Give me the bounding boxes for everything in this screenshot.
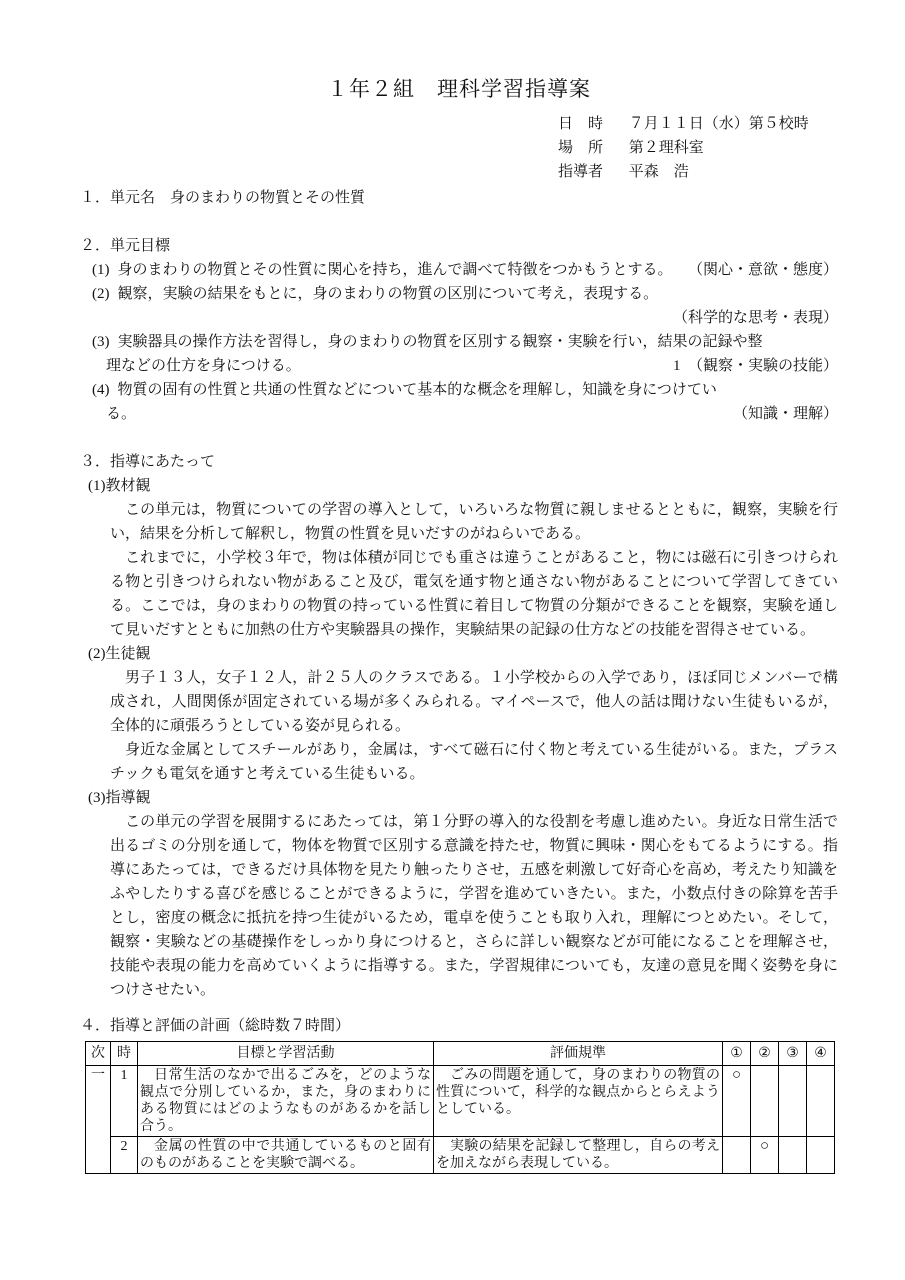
- header-eval: 評価規準: [434, 1042, 723, 1066]
- cell-goal-1: 日常生活のなかで出るごみを，どのような観点で分別しているか，また，身のまわりにある物質にはどのようなものがあるかを話し合う。: [138, 1066, 434, 1137]
- goal-1-eval-label: （関心・意欲・態度）: [687, 262, 838, 278]
- cell-eval-1: ごみの問題を通して，身のまわりの物質の性質について，科学的な観点からとらえようとしている。: [434, 1066, 723, 1137]
- meta-instructor: [558, 160, 838, 184]
- cell-ji-1: 1: [111, 1066, 138, 1137]
- section3-heading: ３．指導にあたって: [80, 454, 216, 470]
- students-paragraph-2: 身近な金属としてスチールがあり，金属は，すべて磁石に付く物と考えている生徒がいる。また，プラスチックも電気を通すと考えている生徒もいる。: [110, 742, 838, 782]
- goal-2-number: (2): [92, 286, 110, 302]
- subsection-instruction-heading: (3)指導観: [88, 790, 151, 806]
- subsection-students-heading: (2)生徒観: [88, 646, 151, 662]
- cell-goal-2: 金属の性質の中で共通しているものと固有のものがあることを実験で調べる。: [138, 1137, 434, 1174]
- goal-4-text-line1: 物質の固有の性質と共通の性質などについて基本的な概念を理解し，知識を身につけてい: [117, 382, 717, 398]
- header-mark-4: ④: [807, 1042, 835, 1066]
- header-mark-2: ②: [751, 1042, 779, 1066]
- evaluation-plan-table: [85, 1041, 835, 1174]
- goal-1-number: (1): [92, 262, 110, 278]
- table-row: [86, 1137, 835, 1174]
- goal-3-text-line1: 実験器具の操作方法を習得し，身のまわりの物質を区別する観察・実験を行い，結果の記録や整: [117, 334, 763, 350]
- meta-place: [558, 136, 838, 160]
- goal-item-3: [92, 330, 838, 378]
- cell-mark-2-2: ○: [751, 1137, 779, 1174]
- table-row: [86, 1066, 835, 1137]
- instruction-paragraph-1: この単元の学習を展開するにあたっては，第１分野の導入的な役割を考慮し進めたい。身近な日常生活で出るゴミの分別を通して，物体を物質で区別する意識を持たせ，物質に興味・関心をもてるようにする。指導にあたっては，できるだけ具体物を見たり触ったりさせ，五感を刺激して好奇心を高め，考えたり知識をふやしたりする喜びを感じることができるように，学習を進めていきたい。また，小数点付きの除算を苦手とし，密度の概念に抵抗を持つ生徒がいるため，電卓を使うことも取り入れ，理解につとめたい。そして，観察・実験などの基礎操作をしっかり身につけると，さらに詳しい観察などが可能になることを理解させ，技能や表現の能力を高めていくように指導する。また，学習規律についても，友達の意見を聞く姿勢を身につけさせたい。: [110, 814, 838, 998]
- page-title: １年２組 理科学習指導案: [327, 77, 591, 101]
- header-goal: 目標と学習活動: [138, 1042, 434, 1066]
- cell-mark-2-1: [723, 1137, 751, 1174]
- cell-mark-1-4: [807, 1066, 835, 1137]
- cell-mark-1-3: [779, 1066, 807, 1137]
- header-mark-1: ①: [723, 1042, 751, 1066]
- header-ji: 時: [111, 1042, 138, 1066]
- goal-item-1: [92, 258, 838, 282]
- meta-datetime-label: 日 時: [558, 116, 604, 132]
- meta-place-value: 第２理科室: [628, 140, 704, 156]
- section4-heading: ４．指導と評価の計画（総時数７時間）: [80, 1018, 351, 1034]
- cell-mark-1-1: ○: [723, 1066, 751, 1137]
- meta-block: [558, 112, 838, 184]
- section2-heading: ２．単元目標: [80, 238, 171, 254]
- cell-mark-1-2: [751, 1066, 779, 1137]
- goal-2-text: 観察，実験の結果をもとに，身のまわりの物質の区別について考え，表現する。: [117, 286, 659, 302]
- goal-1-text: 身のまわりの物質とその性質に関心を持ち，進んで調べて特徴をつかもうとする。: [117, 262, 673, 278]
- meta-instructor-label: 指導者: [558, 164, 604, 180]
- meta-place-label: 場 所: [558, 140, 604, 156]
- goal-3-eval-label: 1 （観察・実験の技能）: [672, 358, 838, 374]
- cell-tsugi: 一: [86, 1066, 111, 1174]
- goal-item-4: [92, 378, 838, 426]
- cell-ji-2: 2: [111, 1137, 138, 1174]
- meta-datetime: [558, 112, 838, 136]
- goal-4-text-line2: る。: [106, 406, 137, 422]
- header-tsugi: 次: [86, 1042, 111, 1066]
- goal-4-number: (4): [92, 382, 110, 398]
- cell-eval-2: 実験の結果を記録して整理し，自らの考えを加えながら表現している。: [434, 1137, 723, 1174]
- unit-goals: [80, 258, 838, 426]
- materials-paragraph-2: これまでに，小学校３年で，物は体積が同じでも重さは違うことがあること，物には磁石に引きつけられる物と引きつけられない物があること及び，電気を通す物と通さない物があることについて学習してきている。ここでは，身のまわりの物質の持っている性質に着目して物質の分類ができることを観察，実験を通して見いだすとともに加熱の仕方や実験器具の操作，実験結果の記録の仕方などの技能を習得させている。: [110, 550, 838, 638]
- goal-3-text-line2: 理などの仕方を身につける。: [106, 358, 301, 374]
- students-paragraph-1: 男子１３人，女子１２人，計２５人のクラスである。１小学校からの入学であり，ほぼ同じメンバーで構成され，人間関係が固定されている場が多くみられる。マイペースで，他人の話は聞けない生徒もいるが，全体的に頑張ろうとしている姿が見られる。: [110, 670, 838, 734]
- meta-datetime-value: ７月１１日（水）第５校時: [628, 116, 809, 132]
- section1-heading: １．単元名 身のまわりの物質とその性質: [80, 190, 366, 206]
- goal-item-2: [92, 282, 838, 306]
- header-mark-3: ③: [779, 1042, 807, 1066]
- cell-mark-2-3: [779, 1137, 807, 1174]
- meta-instructor-value: 平森 浩: [628, 164, 689, 180]
- materials-paragraph-1: この単元は，物質についての学習の導入として，いろいろな物質に親しませるとともに，観察，実験を行い，結果を分析して解釈し，物質の性質を見いだすのがねらいである。: [110, 502, 838, 542]
- goal-2-eval-label: （科学的な思考・表現）: [672, 310, 838, 326]
- table-header-row: [86, 1042, 835, 1066]
- goal-3-number: (3): [92, 334, 110, 350]
- goal-4-eval-label: （知識・理解）: [732, 406, 838, 422]
- subsection-materials-heading: (1)教材観: [88, 478, 151, 494]
- cell-mark-2-4: [807, 1137, 835, 1174]
